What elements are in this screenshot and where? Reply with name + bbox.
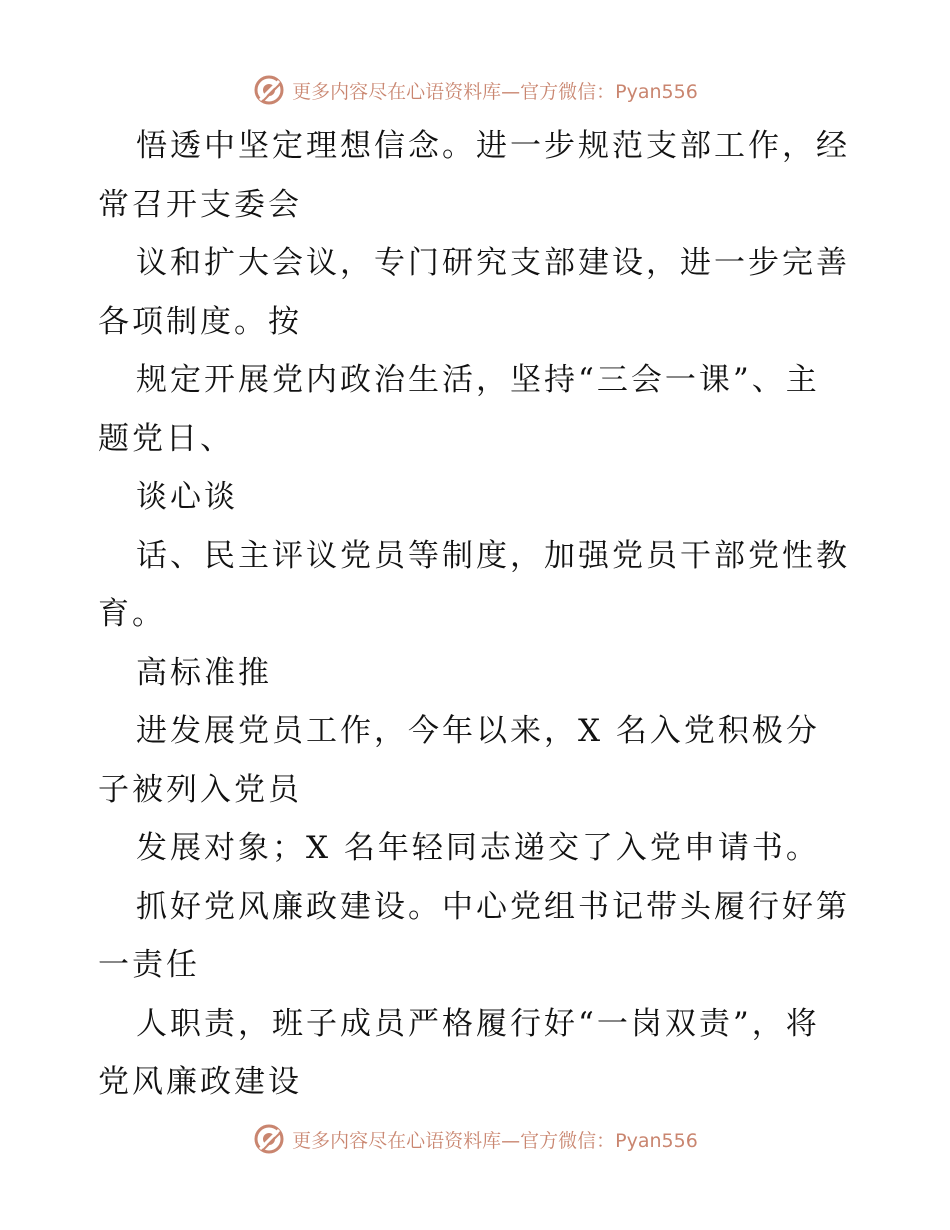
body-text-line: 子被列入党员 [98, 771, 302, 808]
body-text-line: 常召开支委会 [98, 186, 302, 223]
seal-logo-icon [252, 1122, 286, 1156]
body-text-line: 悟透中坚定理想信念。进一步规范支部工作，经 [136, 128, 850, 164]
footer-banner [0, 1119, 950, 1159]
body-text-line: 谈心谈 [136, 479, 238, 515]
body-text-line: 育。 [98, 596, 166, 632]
body-text-line: 人职责，班子成员严格履行好“一岗双责”，将 [136, 1005, 820, 1042]
header-banner-text: 更多内容尽在心语资料库—官方微信：Pyan556 [292, 80, 698, 103]
body-text-line: 题党日、 [98, 420, 234, 457]
body-text-line: 各项制度。按 [98, 303, 302, 340]
header-banner [0, 70, 950, 110]
body-text-line: 进发展党员工作，今年以来，X 名入党积极分 [136, 713, 820, 749]
body-text-line: 一责任 [98, 947, 200, 983]
body-text-line: 议和扩大会议，专门研究支部建设，进一步完善 [136, 245, 850, 281]
body-text-line: 发展对象；X 名年轻同志递交了入党申请书。 [136, 830, 820, 866]
body-text-line: 高标准推 [136, 654, 272, 691]
seal-logo-icon [252, 73, 286, 107]
footer-banner-text: 更多内容尽在心语资料库—官方微信：Pyan556 [292, 1129, 698, 1152]
body-text-line: 党风廉政建设 [98, 1064, 302, 1100]
document-body [98, 117, 858, 1112]
body-text-line: 抓好党风廉政建设。中心党组书记带头履行好第 [136, 888, 850, 925]
body-text-line: 话、民主评议党员等制度，加强党员干部党性教 [136, 537, 850, 574]
body-text-line: 规定开展党内政治生活，坚持“三会一课”、主 [136, 362, 820, 398]
